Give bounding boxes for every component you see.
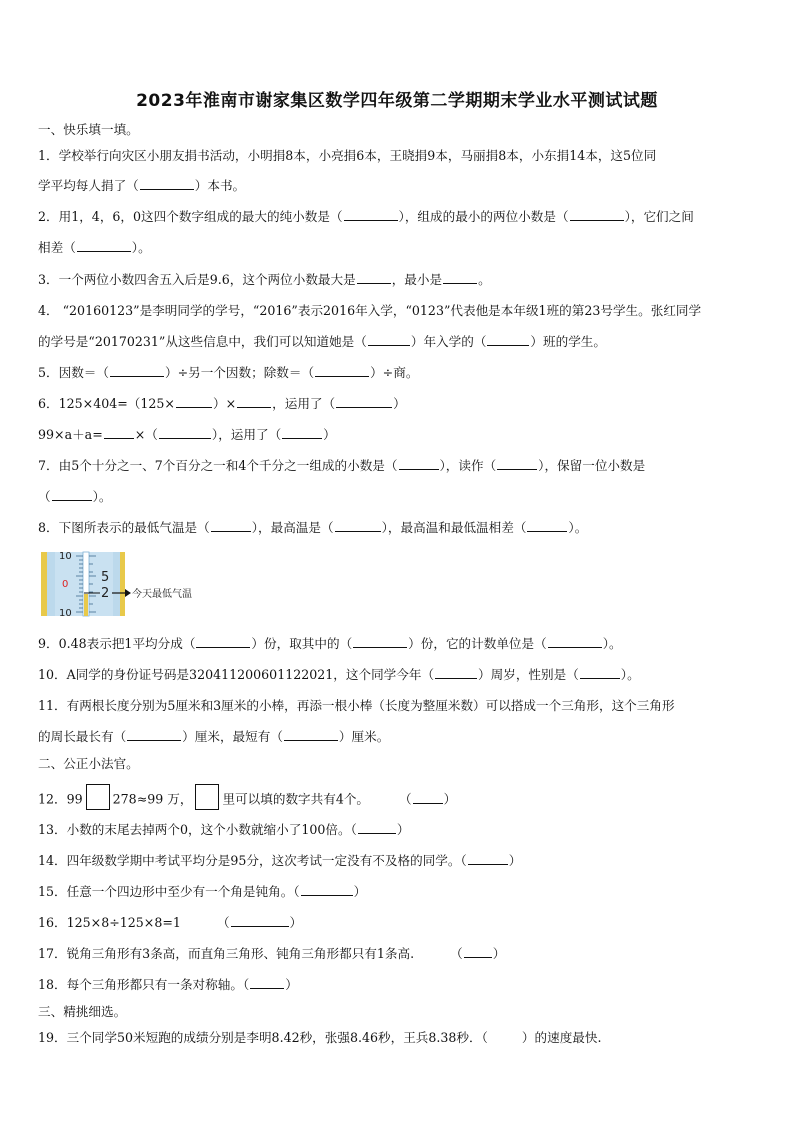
- answer-blank[interactable]: [110, 365, 164, 377]
- answer-blank[interactable]: [176, 396, 212, 408]
- answer-blank[interactable]: [77, 240, 131, 252]
- question-13: 13．小数的末尾去掉两个0，这个小数就缩小了100倍。（ ）: [38, 822, 410, 837]
- section-heading-1: 一、快乐填一填。: [38, 122, 139, 137]
- answer-blank[interactable]: [468, 853, 508, 865]
- question-7-line-1: 7．由5个十分之一、7个百分之一和4个千分之一组成的小数是（ ），读作（ ），保留一位小数是: [38, 458, 646, 473]
- marker-low-label: 2: [101, 586, 110, 601]
- answer-blank[interactable]: [159, 427, 211, 439]
- question-8: 8．下图所表示的最低气温是（ ），最高温是（ ），最高温和最低温相差（ ）。: [38, 520, 588, 535]
- answer-blank[interactable]: [487, 334, 529, 346]
- answer-blank[interactable]: [282, 427, 322, 439]
- question-7-line-2: （ ）。: [38, 489, 112, 504]
- thermometer-right-band: [113, 552, 120, 616]
- answer-blank[interactable]: [368, 334, 410, 346]
- page-title: 2023年淮南市谢家集区数学四年级第二学期期末学业水平测试试题: [136, 91, 658, 111]
- question-19: 19．三个同学50米短跑的成绩分别是李明8.42秒，张强8.46秒，王兵8.38秒．（ ）的速度最快.: [38, 1030, 602, 1045]
- answer-blank[interactable]: [250, 977, 284, 989]
- thermometer-left-band: [47, 552, 55, 616]
- question-1-line-1: 1．学校举行向灾区小朋友捐书活动，小明捐8本，小亮捐6本，王晓捐9本，马丽捐8本，小东捐14本，这5位同: [38, 148, 657, 163]
- question-2-line-1: 2．用1，4，6，0这四个数字组成的最大的纯小数是（ ），组成的最小的两位小数是（ ），它们之间: [38, 209, 694, 224]
- answer-blank[interactable]: [344, 209, 398, 221]
- tick-label-top: 10: [59, 551, 72, 562]
- answer-blank[interactable]: [357, 272, 391, 284]
- answer-blank[interactable]: [443, 272, 477, 284]
- question-18: 18．每个三角形都只有一条对称轴。（ ）: [38, 977, 298, 992]
- question-6-line-1: 6．125×404=（125× ）× ，运用了（ ）: [38, 396, 406, 411]
- answer-blank[interactable]: [580, 667, 620, 679]
- thermometer-right-rail: [120, 552, 125, 616]
- answer-blank[interactable]: [399, 458, 439, 470]
- answer-blank[interactable]: [497, 458, 537, 470]
- question-1-line-2: 学平均每人捐了（ ）本书。: [38, 178, 246, 193]
- question-14: 14．四年级数学期中考试平均分是95分，这次考试一定没有不及格的同学。（ ）: [38, 853, 522, 868]
- answer-blank[interactable]: [237, 396, 271, 408]
- question-17: 17．锐角三角形有3条高，而直角三角形、钝角三角形都只有1条高. （ ）: [38, 946, 506, 961]
- answer-blank[interactable]: [335, 520, 381, 532]
- thermometer-caption: 今天最低气温: [132, 589, 192, 600]
- answer-blank[interactable]: [315, 365, 369, 377]
- answer-blank[interactable]: [435, 667, 477, 679]
- thermometer-liquid: [84, 594, 88, 616]
- question-3: 3．一个两位小数四舍五入后是9.6，这个两位小数最大是 ，最小是 。: [38, 272, 491, 287]
- question-10: 10．A同学的身份证号码是320411200601122021，这个同学今年（ ）周岁，性别是（ ）。: [38, 667, 640, 682]
- answer-blank[interactable]: [358, 822, 396, 834]
- digit-box[interactable]: [195, 784, 219, 810]
- question-2-line-2: 相差（ ）。: [38, 240, 151, 255]
- digit-box[interactable]: [86, 784, 110, 810]
- answer-blank[interactable]: [336, 396, 392, 408]
- answer-blank[interactable]: [527, 520, 567, 532]
- question-6-line-2: 99×a＋a= ×（ ），运用了（ ）: [38, 427, 336, 442]
- section-heading-3: 三、精挑细选。: [38, 1004, 127, 1019]
- arrow-right-icon: [125, 589, 131, 597]
- question-5: 5．因数＝（ ）÷另一个因数；除数＝（ ）÷商。: [38, 365, 419, 380]
- answer-blank[interactable]: [127, 729, 181, 741]
- answer-blank[interactable]: [548, 636, 602, 648]
- answer-blank[interactable]: [196, 636, 250, 648]
- question-12: 12．99 278≈99 万， 里可以填的数字共有4个。 （ ）: [38, 787, 760, 813]
- tick-label-zero: 0: [62, 579, 69, 590]
- answer-blank[interactable]: [413, 792, 443, 804]
- answer-blank[interactable]: [570, 209, 624, 221]
- answer-blank[interactable]: [353, 636, 407, 648]
- answer-blank[interactable]: [464, 946, 492, 958]
- thermometer-left-rail: [41, 552, 47, 616]
- answer-blank[interactable]: [231, 915, 289, 927]
- question-16: 16．125×8÷125×8=1 （ ）: [38, 915, 303, 930]
- answer-blank[interactable]: [140, 178, 194, 190]
- question-4-line-2: 的学号是“20170231”从这些信息中，我们可以知道她是（ ）年入学的（ ）班的学生。: [38, 334, 606, 349]
- question-11-line-1: 11．有两根长度分别为5厘米和3厘米的小棒，再添一根小棒（长度为整厘米数）可以搭成一个三角形，这个三角形: [38, 698, 675, 713]
- answer-blank[interactable]: [52, 489, 92, 501]
- question-9: 9．0.48表示把1平均分成（ ）份，取其中的（ ）份，它的计数单位是（ ）。: [38, 636, 622, 651]
- question-15: 15．任意一个四边形中至少有一个角是钝角。（ ）: [38, 884, 367, 899]
- question-11-line-2: 的周长最长有（ ）厘米，最短有（ ）厘米。: [38, 729, 390, 744]
- thermometer-figure: [40, 550, 210, 620]
- answer-blank[interactable]: [301, 884, 353, 896]
- answer-blank[interactable]: [284, 729, 338, 741]
- answer-blank[interactable]: [104, 427, 134, 439]
- question-4-line-1: 4． “20160123”是李明同学的学号，“2016”表示2016年入学，“0123”代表他是本年级1班的第23号学生。张红同学: [38, 303, 702, 318]
- tick-label-bottom: 10: [59, 608, 72, 619]
- section-heading-2: 二、公正小法官。: [38, 756, 139, 771]
- answer-blank[interactable]: [211, 520, 251, 532]
- marker-high-label: 5: [101, 570, 110, 585]
